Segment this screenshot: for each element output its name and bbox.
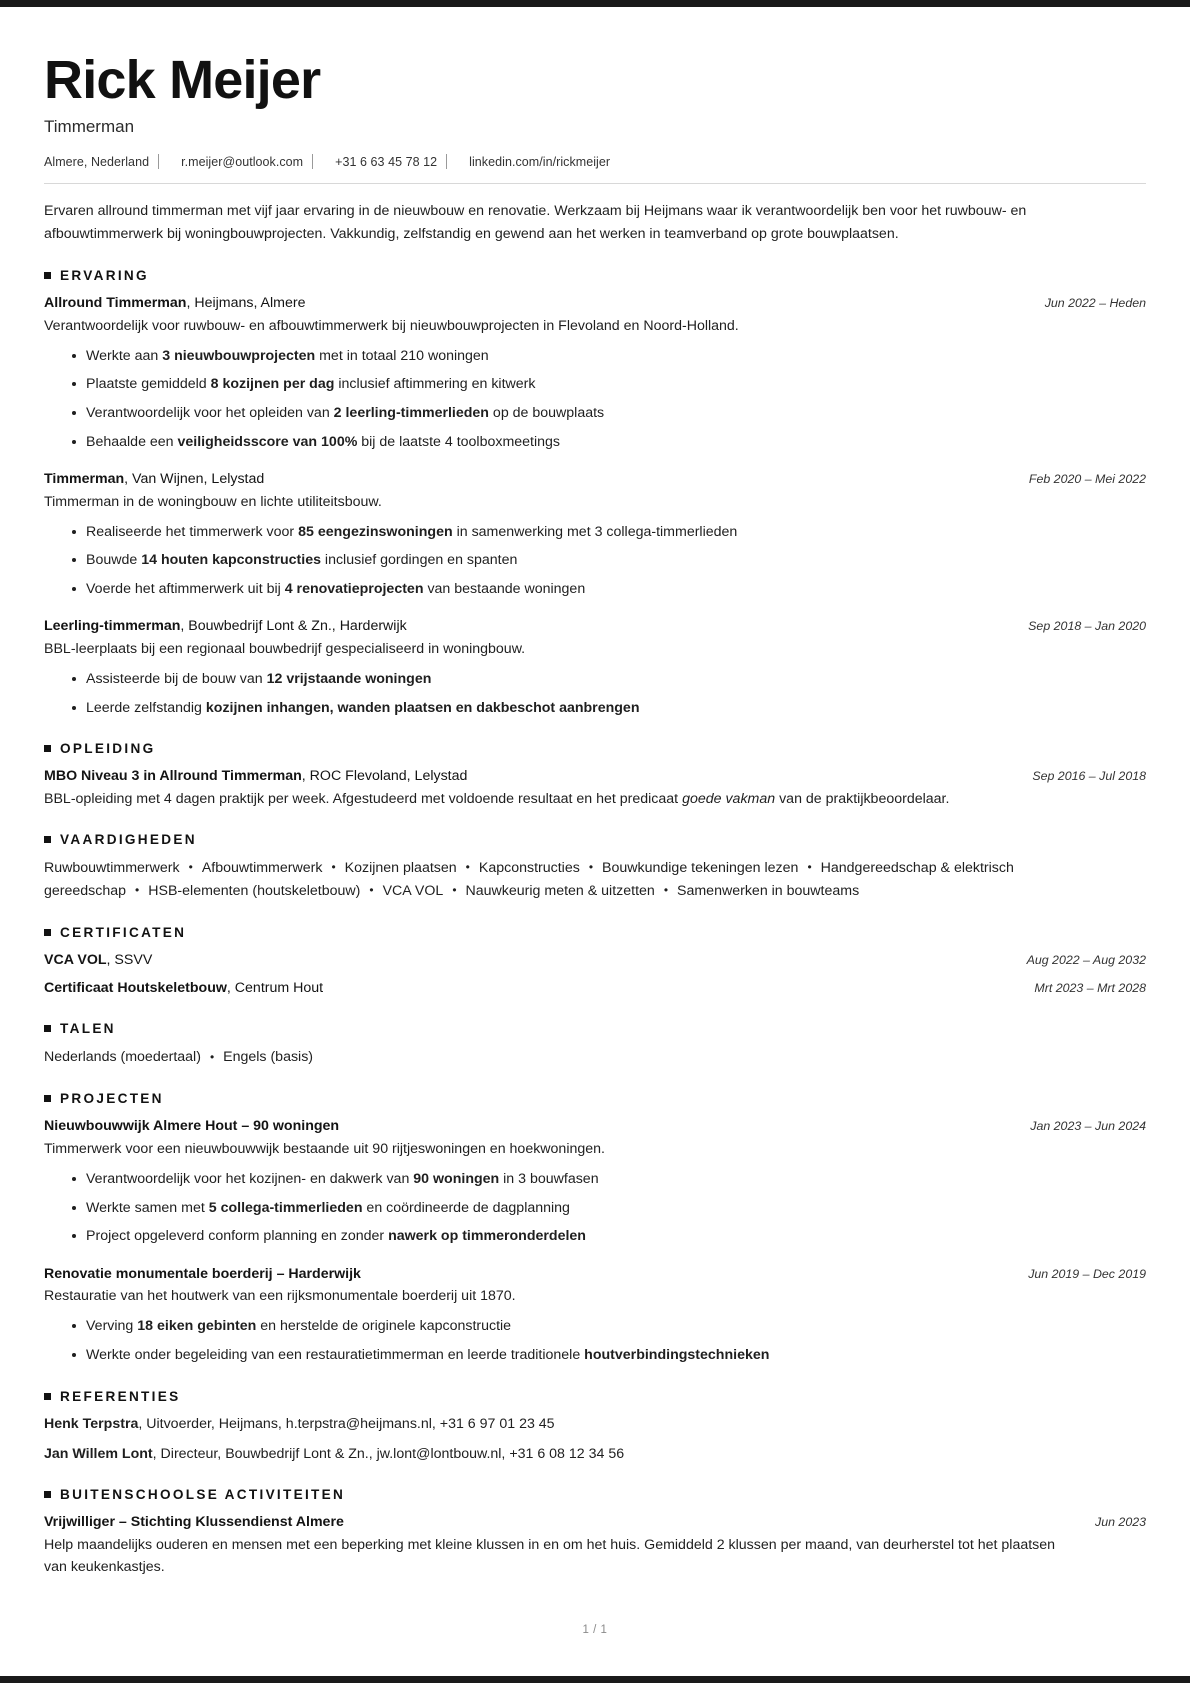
skills-list (44, 857, 1066, 903)
dot-separator-icon: • (369, 883, 374, 898)
contact-separator (158, 154, 159, 169)
section-heading-certificates (44, 925, 1146, 940)
entry-date: Sep 2018 – Jan 2020 (1028, 619, 1146, 634)
entry (44, 766, 1146, 810)
certificate-row (44, 978, 1146, 999)
entry-description: BBL-opleiding met 4 dagen praktijk per week. Afgestudeerd met voldoende resultaat en het predicaat goede vakman van de praktijkbeoordelaar. (44, 790, 950, 807)
entry-title (44, 616, 407, 637)
language-item: Engels (basis) (223, 1049, 314, 1066)
skill-item: Kapconstructies (478, 859, 580, 876)
skill-item: Samenwerken in bouwteams (677, 882, 860, 899)
entry-bullet-highlight: 4 renovatieprojecten (284, 580, 424, 597)
section-heading-experience (44, 268, 1146, 283)
entry-role: Vrijwilliger – Stichting Klussendienst Almere (44, 1514, 344, 1531)
entry-title (44, 1264, 361, 1285)
section-heading-label: VAARDIGHEDEN (60, 831, 197, 847)
top-accent-rule (0, 0, 1190, 7)
entry-header (44, 293, 1146, 314)
entry-bullet-highlight: veiligheidsscore van 100% (177, 433, 358, 450)
square-bullet-icon (44, 272, 51, 279)
dot-separator-icon: • (588, 860, 594, 875)
entry-bullet-highlight: 3 nieuwbouwprojecten (162, 347, 316, 364)
section-heading-label: OPLEIDING (60, 741, 156, 757)
entry-role: Allround Timmerman (44, 295, 187, 312)
dot-separator-icon: • (135, 883, 140, 898)
entry-header (44, 616, 1146, 637)
skill-item: Kozijnen plaatsen (344, 859, 457, 876)
reference-details: , Directeur, Bouwbedrijf Lont & Zn., jw.lont@lontbouw.nl, +31 6 08 12 34 56 (152, 1445, 625, 1462)
entry (44, 1116, 1146, 1247)
entry-description: Restauratie van het houtwerk van een rijksmonumentale boerderij uit 1870. (44, 1288, 516, 1305)
section-heading-projects (44, 1091, 1146, 1106)
entry-header (44, 469, 1146, 490)
skill-item: HSB-elementen (houtskeletbouw) (148, 882, 361, 899)
skill-item: Handgereedschap & elektrisch gereedschap (44, 859, 1014, 899)
skill-item: Bouwkundige tekeningen lezen (602, 859, 799, 876)
square-bullet-icon (44, 1393, 51, 1400)
skill-item: Nauwkeurig meten & uitzetten (465, 882, 655, 899)
entry-bullet-highlight: 85 eengezinswoningen (298, 523, 453, 540)
entry-bullet-highlight: 18 eiken gebinten (137, 1318, 257, 1335)
entry-title (44, 1512, 344, 1533)
contact-item: Almere, Nederland (44, 154, 150, 169)
certificate-date: Aug 2022 – Aug 2032 (1026, 952, 1146, 967)
dot-separator-icon: • (188, 860, 193, 875)
entry-title (44, 1116, 339, 1137)
entry-bullet-highlight: 90 woningen (413, 1171, 500, 1188)
section-heading-label: TALEN (60, 1021, 116, 1037)
contact-item: +31 6 63 45 78 12 (335, 154, 438, 169)
section-references (44, 1389, 1146, 1466)
skill-item: Ruwbouwtimmerwerk (44, 859, 180, 876)
entry-description: Verantwoordelijk voor ruwbouw- en afbouwtimmerwerk bij nieuwbouwprojecten in Flevoland en Noord-Holland. (44, 317, 739, 334)
profile-summary: Ervaren allround timmerman met vijf jaar ervaring in de nieuwbouw en renovatie. Werkzaam bij Heijmans waar ik verantwoordelijk ben voor het ruwbouw- en afbouwtimmerwerk bij woningbouwprojecten. Vakkundig, zelfstandig en gewend aan het werken in teamverband op grote bouwplaatsen. (44, 203, 1027, 243)
entry-bullet-highlight: 12 vrijstaande woningen (266, 671, 432, 688)
reference-name: Henk Terpstra (44, 1415, 139, 1432)
extracurricular-entry-list (44, 1512, 1146, 1578)
section-extracurricular (44, 1487, 1146, 1578)
square-bullet-icon (44, 1025, 51, 1032)
certificate-name (44, 978, 323, 999)
entry-bullet-list (44, 522, 1146, 601)
entry-bullet: Voerde het aftimmerwerk uit bij 4 renovatieprojecten van bestaande woningen (72, 579, 1146, 601)
section-heading-languages (44, 1021, 1146, 1036)
section-projects (44, 1091, 1146, 1366)
square-bullet-icon (44, 929, 51, 936)
square-bullet-icon (44, 1095, 51, 1102)
contact-row (44, 154, 1146, 169)
entry-bullet-list (44, 1169, 1146, 1248)
entry-role: Leerling-timmerman (44, 618, 181, 635)
square-bullet-icon (44, 745, 51, 752)
reference-details: , Uitvoerder, Heijmans, h.terpstra@heijmans.nl, +31 6 97 01 23 45 (138, 1415, 555, 1432)
education-entry-list (44, 766, 1146, 810)
entry (44, 616, 1146, 719)
reference-name: Jan Willem Lont (44, 1445, 153, 1462)
project-entry-list (44, 1116, 1146, 1366)
section-heading-label: PROJECTEN (60, 1091, 164, 1107)
entry-bullet: Assisteerde bij de bouw van 12 vrijstaande woningen (72, 669, 1146, 691)
entry-date: Jun 2023 (1095, 1515, 1146, 1530)
reference-list (44, 1414, 1146, 1466)
section-heading-label: BUITENSCHOOLSE ACTIVITEITEN (60, 1487, 346, 1503)
entry-bullet: Plaatste gemiddeld 8 kozijnen per dag inclusief aftimmering en kitwerk (72, 374, 1146, 396)
contact-separator (446, 154, 447, 169)
entry-bullet-highlight: 5 collega-timmerlieden (208, 1199, 363, 1216)
section-heading-label: ERVARING (60, 268, 149, 284)
section-heading-references (44, 1389, 1146, 1404)
entry-date: Feb 2020 – Mei 2022 (1028, 472, 1146, 487)
section-certificates (44, 925, 1146, 1000)
skill-item: Afbouwtimmerwerk (201, 859, 323, 876)
page-footer (44, 1624, 1146, 1662)
certificate-date: Mrt 2023 – Mrt 2028 (1034, 981, 1146, 996)
entry-description: Timmerwerk voor een nieuwbouwwijk bestaande uit 90 rijtjeswoningen en hoekwoningen. (44, 1141, 605, 1158)
section-education (44, 741, 1146, 810)
entry (44, 1512, 1146, 1578)
certificate-issuer: , Centrum Hout (226, 980, 324, 997)
entry-bullet: Project opgeleverd conform planning en zonder nawerk op timmeronderdelen (72, 1226, 1146, 1248)
entry-header (44, 766, 1146, 787)
certificate-title: VCA VOL (44, 951, 107, 968)
entry-bullet-list (44, 669, 1146, 719)
section-experience (44, 268, 1146, 719)
entry-bullet: Werkte samen met 5 collega-timmerlieden en coördineerde de dagplanning (72, 1198, 1146, 1220)
entry-bullet-highlight: 2 leerling-timmerlieden (333, 405, 489, 421)
entry-description: Timmerman in de woningbouw en lichte utiliteitsbouw. (44, 493, 382, 510)
certificate-issuer: , SSVV (106, 951, 153, 968)
entry-description: BBL-leerplaats bij een regionaal bouwbedrijf gespecialiseerd in woningbouw. (44, 641, 526, 658)
contact-separator (312, 154, 313, 169)
entry-role: Renovatie monumentale boerderij – Harderwijk (44, 1265, 361, 1282)
dot-separator-icon: • (452, 883, 457, 898)
reference-row (44, 1444, 1146, 1465)
entry-organisation: , Heijmans, Almere (186, 295, 306, 312)
certificate-row (44, 950, 1146, 971)
entry-date: Jan 2023 – Jun 2024 (1030, 1119, 1146, 1134)
entry-organisation: , Van Wijnen, Lelystad (124, 471, 265, 488)
entry-bullet-list (44, 346, 1146, 453)
entry-bullet-highlight: 8 kozijnen per dag (210, 376, 335, 393)
experience-entry-list (44, 293, 1146, 719)
entry (44, 1264, 1146, 1367)
page-number: 1 / 1 (582, 1623, 608, 1636)
section-heading-label: CERTIFICATEN (60, 924, 187, 940)
entry-bullet: Behaalde een veiligheidsscore van 100% bij de laatste 4 toolboxmeetings (72, 432, 1146, 454)
dot-separator-icon: • (663, 883, 669, 898)
section-heading-skills (44, 832, 1146, 847)
entry-title (44, 469, 264, 490)
entry-bullet: Realiseerde het timmerwerk voor 85 eengezinswoningen in samenwerking met 3 collega-timmerlieden (72, 522, 1146, 544)
entry-bullet: Leerde zelfstandig kozijnen inhangen, wanden plaatsen en dakbeschot aanbrengen (72, 698, 1146, 720)
entry-bullet-list (44, 1316, 1146, 1366)
entry-date: Sep 2016 – Jul 2018 (1032, 769, 1146, 784)
entry (44, 293, 1146, 453)
entry-bullet: Verving 18 eiken gebinten en herstelde de originele kapconstructie (72, 1316, 1146, 1338)
entry-header (44, 1512, 1146, 1533)
entry-organisation: , ROC Flevoland, Lelystad (301, 768, 468, 785)
certificate-list (44, 950, 1146, 1000)
certificate-title: Certificaat Houtskeletbouw (44, 980, 227, 997)
entry-bullet-highlight: nawerk op timmeronderdelen (388, 1228, 586, 1245)
languages-list (44, 1046, 1066, 1069)
entry-role: Timmerman (44, 471, 125, 488)
language-item: Nederlands (moedertaal) (44, 1049, 201, 1066)
section-heading-education (44, 741, 1146, 756)
entry-date: Jun 2019 – Dec 2019 (1028, 1266, 1146, 1281)
dot-separator-icon: • (807, 860, 812, 875)
entry-description: Help maandelijks ouderen en mensen met een beperking met kleine klussen in en om het huis. Gemiddeld 2 klussen per maand, van deurherstel tot het plaatsen van keukenkastjes. (44, 1536, 1056, 1575)
entry-role: MBO Niveau 3 in Allround Timmerman (44, 768, 302, 785)
reference-row (44, 1414, 1146, 1435)
entry-bullet: Verantwoordelijk voor het kozijnen- en dakwerk van 90 woningen in 3 bouwfasen (72, 1169, 1146, 1191)
contact-item: linkedin.com/in/rickmeijer (469, 154, 611, 169)
entry-title (44, 293, 306, 314)
entry-bullet-highlight: kozijnen inhangen, wanden plaatsen en dakbeschot aanbrengen (205, 699, 640, 716)
entry-date: Jun 2022 – Heden (1044, 296, 1146, 311)
job-headline: Timmerman (44, 117, 135, 137)
section-skills (44, 832, 1146, 903)
entry-title (44, 766, 467, 787)
resume-header (44, 52, 1146, 184)
entry-header (44, 1264, 1146, 1285)
entry-header (44, 1116, 1146, 1137)
entry-bullet: Bouwde 14 houten kapconstructies inclusief gordingen en spanten (72, 550, 1146, 572)
entry-organisation: , Bouwbedrijf Lont & Zn., Harderwijk (180, 618, 407, 635)
section-heading-extracurricular (44, 1487, 1146, 1502)
header-divider (44, 183, 1146, 184)
certificate-name (44, 950, 152, 971)
entry-description-emphasis: goede vakman (682, 790, 776, 807)
entry-bullet-highlight: 14 houten kapconstructies (141, 552, 321, 569)
square-bullet-icon (44, 1491, 51, 1498)
entry-bullet: Verantwoordelijk voor het opleiden van 2 leerling-timmerlieden op de bouwplaats (72, 403, 1146, 425)
section-languages (44, 1021, 1146, 1069)
entry-role: Nieuwbouwwijk Almere Hout – 90 woningen (44, 1118, 340, 1135)
contact-item: r.meijer@outlook.com (181, 154, 304, 169)
dot-separator-icon: • (331, 860, 336, 875)
square-bullet-icon (44, 836, 51, 843)
skill-item: VCA VOL (382, 882, 444, 899)
page-title: Rick Meijer (44, 50, 321, 110)
section-heading-label: REFERENTIES (60, 1388, 181, 1404)
dot-separator-icon: • (209, 1049, 215, 1064)
entry-bullet: Werkte aan 3 nieuwbouwprojecten met in totaal 210 woningen (72, 346, 1146, 368)
entry-bullet-highlight: houtverbindingstechnieken (584, 1346, 770, 1363)
entry (44, 469, 1146, 600)
bottom-accent-rule (0, 1676, 1190, 1683)
entry-bullet: Werkte onder begeleiding van een restauratietimmerman en leerde traditionele houtverbindingstechnieken (72, 1345, 1146, 1367)
dot-separator-icon: • (465, 860, 470, 875)
